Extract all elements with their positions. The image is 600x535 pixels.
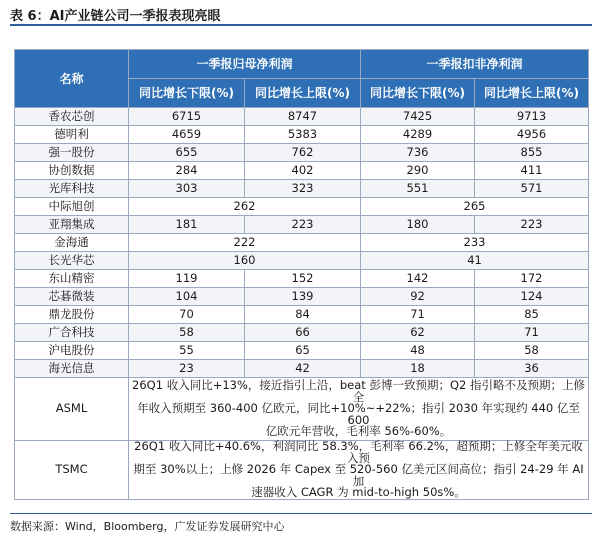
earnings-table [14, 49, 589, 500]
value-cell: 223 [245, 216, 361, 234]
value-cell: 7425 [361, 108, 475, 126]
merged-value-cell: 160 [129, 252, 361, 270]
value-cell: 152 [245, 270, 361, 288]
table-row [15, 270, 589, 288]
value-cell: 762 [245, 144, 361, 162]
table-row [15, 180, 589, 198]
value-cell: 119 [129, 270, 245, 288]
value-cell: 290 [361, 162, 475, 180]
note-text-cell [129, 378, 589, 441]
merged-value-cell: 222 [129, 234, 361, 252]
value-cell: 6715 [129, 108, 245, 126]
company-name-cell: 香农芯创 [15, 108, 129, 126]
value-cell: 104 [129, 288, 245, 306]
header-name: 名称 [15, 50, 129, 108]
note-company-cell: TSMC [15, 441, 129, 500]
value-cell: 48 [361, 342, 475, 360]
value-cell: 402 [245, 162, 361, 180]
value-cell: 92 [361, 288, 475, 306]
merged-value-cell: 265 [361, 198, 589, 216]
value-cell: 551 [361, 180, 475, 198]
header-a-low: 同比增长下限(%) [129, 79, 245, 108]
value-cell: 58 [475, 342, 589, 360]
table-body [15, 108, 589, 500]
value-cell: 70 [129, 306, 245, 324]
table-row [15, 216, 589, 234]
value-cell: 36 [475, 360, 589, 378]
note-line: 速器收入 CAGR 为 mid-to-high 50s%。 [251, 485, 466, 500]
value-cell: 139 [245, 288, 361, 306]
table-title: 表 6：AI产业链公司一季报表现亮眼 [10, 9, 221, 24]
value-cell: 323 [245, 180, 361, 198]
note-row [15, 378, 589, 441]
value-cell: 4289 [361, 126, 475, 144]
value-cell: 411 [475, 162, 589, 180]
header-a-high: 同比增长上限(%) [245, 79, 361, 108]
table-row [15, 324, 589, 342]
value-cell: 8747 [245, 108, 361, 126]
table-row [15, 144, 589, 162]
value-cell: 180 [361, 216, 475, 234]
company-name-cell: 芯碁微装 [15, 288, 129, 306]
header-group-net-profit: 一季报归母净利润 [129, 50, 361, 79]
note-line: 期至 30%以上；上修 2026 年 Capex 至 520-560 亿美元区间高位；指引 24-29 年 AI 加 [133, 462, 584, 488]
value-cell: 223 [475, 216, 589, 234]
company-name-cell: 鼎龙股份 [15, 306, 129, 324]
table-row [15, 234, 589, 252]
header-b-high: 同比增长上限(%) [475, 79, 589, 108]
company-name-cell: 海光信息 [15, 360, 129, 378]
table-row [15, 288, 589, 306]
value-cell: 284 [129, 162, 245, 180]
value-cell: 71 [361, 306, 475, 324]
value-cell: 181 [129, 216, 245, 234]
value-cell: 303 [129, 180, 245, 198]
company-name-cell: 广合科技 [15, 324, 129, 342]
value-cell: 4659 [129, 126, 245, 144]
value-cell: 55 [129, 342, 245, 360]
value-cell: 571 [475, 180, 589, 198]
value-cell: 66 [245, 324, 361, 342]
value-cell: 172 [475, 270, 589, 288]
value-cell: 84 [245, 306, 361, 324]
header-b-low: 同比增长下限(%) [361, 79, 475, 108]
value-cell: 4956 [475, 126, 589, 144]
table-row [15, 306, 589, 324]
note-row [15, 441, 589, 500]
company-name-cell: 金海通 [15, 234, 129, 252]
merged-value-cell: 262 [129, 198, 361, 216]
company-name-cell: 光库科技 [15, 180, 129, 198]
table-row [15, 126, 589, 144]
company-name-cell: 亚翔集成 [15, 216, 129, 234]
company-name-cell: 长光华芯 [15, 252, 129, 270]
merged-value-cell: 233 [361, 234, 589, 252]
value-cell: 142 [361, 270, 475, 288]
value-cell: 5383 [245, 126, 361, 144]
value-cell: 62 [361, 324, 475, 342]
company-name-cell: 德明利 [15, 126, 129, 144]
merged-value-cell: 41 [361, 252, 589, 270]
table-row [15, 162, 589, 180]
value-cell: 23 [129, 360, 245, 378]
note-line: 亿欧元年营收，毛利率 56%-60%。 [265, 424, 452, 439]
header-group-deducted-net-profit: 一季报扣非净利润 [361, 50, 589, 79]
table-row [15, 252, 589, 270]
note-company-cell: ASML [15, 378, 129, 441]
value-cell: 65 [245, 342, 361, 360]
value-cell: 855 [475, 144, 589, 162]
value-cell: 9713 [475, 108, 589, 126]
value-cell: 42 [245, 360, 361, 378]
value-cell: 58 [129, 324, 245, 342]
value-cell: 124 [475, 288, 589, 306]
value-cell: 71 [475, 324, 589, 342]
note-line: 26Q1 收入同比+40.6%，利润同比 58.3%，毛利率 66.2%，超预期；上修全年美元收入预 [134, 439, 583, 465]
company-name-cell: 东山精密 [15, 270, 129, 288]
company-name-cell: 协创数据 [15, 162, 129, 180]
note-text-cell [129, 441, 589, 500]
value-cell: 18 [361, 360, 475, 378]
source-note: 数据来源：Wind，Bloomberg，广发证券发展研究中心 [10, 520, 285, 533]
table-row [15, 108, 589, 126]
value-cell: 85 [475, 306, 589, 324]
value-cell: 736 [361, 144, 475, 162]
company-name-cell: 中际旭创 [15, 198, 129, 216]
value-cell: 655 [129, 144, 245, 162]
table-row [15, 360, 589, 378]
top-rule [10, 24, 592, 26]
bottom-rule [10, 513, 592, 514]
company-name-cell: 强一股份 [15, 144, 129, 162]
note-line: 26Q1 收入同比+13%，接近指引上沿，beat 彭博一致预期；Q2 指引略不及预期；上修全 [132, 378, 585, 404]
company-name-cell: 沪电股份 [15, 342, 129, 360]
note-line: 年收入预期至 360-400 亿欧元，同比+10%~+22%；指引 2030 年实现约 440 亿至 600 [137, 401, 580, 427]
table-row [15, 198, 589, 216]
table-row [15, 342, 589, 360]
